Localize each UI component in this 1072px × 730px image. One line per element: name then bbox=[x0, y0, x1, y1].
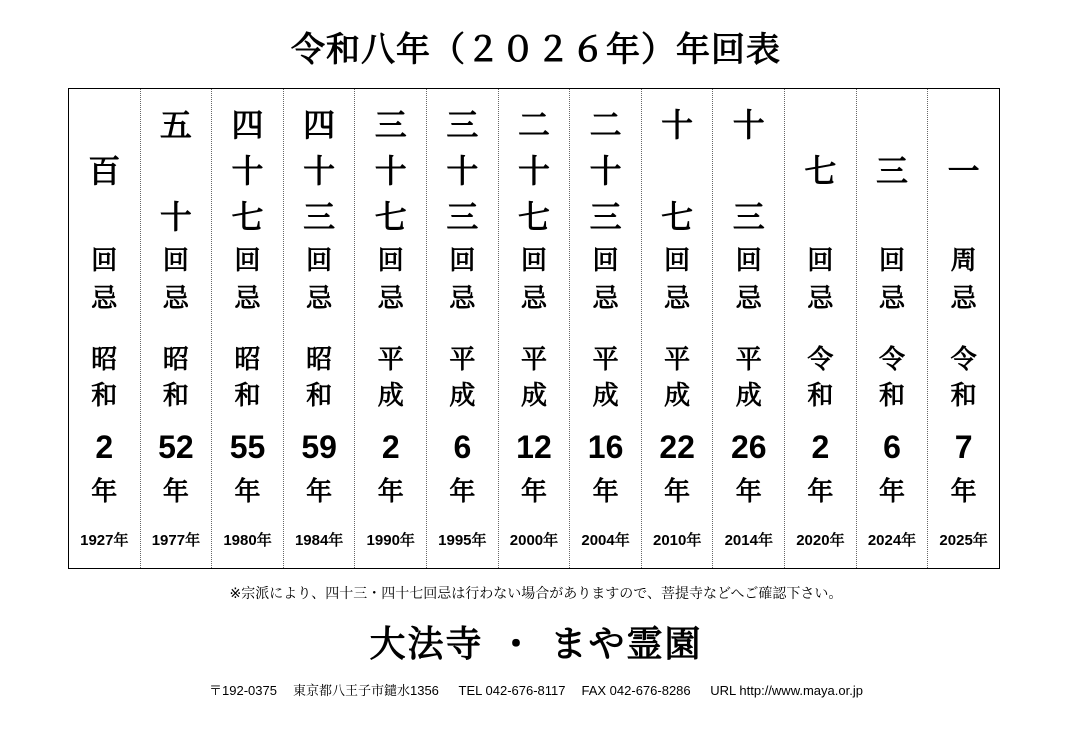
year-suffix: 年 bbox=[162, 477, 189, 507]
era-name-char: 成 bbox=[735, 381, 762, 411]
western-year: 2000年 bbox=[509, 532, 559, 549]
era-year-number: 12 bbox=[516, 429, 552, 465]
year-suffix: 年 bbox=[807, 477, 834, 507]
memorial-count-char: 十 bbox=[661, 106, 694, 144]
memorial-count-char: 三 bbox=[446, 106, 479, 144]
memorial-column bbox=[69, 89, 140, 568]
memorial-kind-char: 忌 bbox=[879, 284, 906, 314]
memorial-count-char: 三 bbox=[446, 198, 479, 236]
year-suffix: 年 bbox=[879, 477, 906, 507]
western-year: 2010年 bbox=[652, 532, 702, 549]
western-year: 1990年 bbox=[366, 532, 415, 549]
era-name-char: 成 bbox=[664, 381, 691, 411]
memorial-column bbox=[140, 89, 212, 568]
era-name-char: 平 bbox=[735, 345, 762, 375]
memorial-kind-char: 忌 bbox=[91, 284, 118, 314]
era-year-number: 55 bbox=[229, 429, 266, 465]
year-suffix: 年 bbox=[306, 477, 333, 507]
era-name-char: 令 bbox=[807, 345, 834, 375]
era-name-char: 平 bbox=[520, 345, 547, 375]
memorial-column bbox=[927, 89, 999, 568]
era-year-number: 26 bbox=[730, 429, 767, 465]
memorial-kind-char: 回 bbox=[520, 246, 547, 276]
memorial-kind-char: 回 bbox=[91, 246, 118, 276]
memorial-count-char: 七 bbox=[517, 198, 550, 236]
era-name-char: 昭 bbox=[162, 345, 189, 375]
page-title: 令和八年（２０２６年）年回表 bbox=[291, 30, 781, 70]
address: 東京都八王子市鑓水1356 bbox=[292, 683, 439, 698]
year-suffix: 年 bbox=[234, 477, 261, 507]
memorial-column bbox=[211, 89, 283, 568]
era-name-char: 成 bbox=[520, 381, 547, 411]
western-year: 2020年 bbox=[796, 532, 845, 549]
memorial-count-char: 十 bbox=[589, 152, 622, 190]
era-name-char: 成 bbox=[377, 381, 404, 411]
era-year-number: 6 bbox=[883, 429, 901, 465]
era-year-number: 22 bbox=[659, 429, 695, 465]
memorial-kind-char: 回 bbox=[306, 246, 333, 276]
memorial-column bbox=[283, 89, 355, 568]
memorial-kind-char: 忌 bbox=[520, 284, 547, 314]
memorial-kind-char: 回 bbox=[234, 246, 261, 276]
era-year-number: 6 bbox=[453, 429, 472, 465]
era-name-char: 昭 bbox=[306, 345, 333, 375]
memorial-count-char: 十 bbox=[159, 198, 192, 236]
year-suffix: 年 bbox=[91, 477, 118, 507]
era-name-char: 和 bbox=[807, 381, 834, 411]
memorial-count-char: 三 bbox=[732, 198, 765, 236]
memorial-count-char: 十 bbox=[446, 152, 479, 190]
memorial-count-char: 十 bbox=[374, 152, 407, 190]
era-name-char: 令 bbox=[879, 345, 906, 375]
year-suffix: 年 bbox=[449, 477, 476, 507]
year-suffix: 年 bbox=[735, 477, 762, 507]
memorial-count-char: 七 bbox=[661, 198, 694, 236]
postal-code: 〒192-0375 bbox=[209, 683, 277, 698]
memorial-kind-char: 忌 bbox=[807, 284, 834, 314]
memorial-column bbox=[498, 89, 570, 568]
memorial-column bbox=[426, 89, 498, 568]
era-year-number: 2 bbox=[811, 429, 830, 465]
memorial-count-char: 四 bbox=[231, 106, 264, 144]
era-name-char: 平 bbox=[449, 345, 476, 375]
era-name-char: 成 bbox=[592, 381, 619, 411]
western-year: 1995年 bbox=[438, 532, 487, 549]
era-name-char: 平 bbox=[592, 345, 619, 375]
memorial-kind-char: 回 bbox=[879, 246, 906, 276]
memorial-count-char: 三 bbox=[374, 106, 407, 144]
era-year-number: 2 bbox=[381, 429, 400, 465]
era-name-char: 和 bbox=[879, 381, 906, 411]
era-name-char: 平 bbox=[377, 345, 404, 375]
memorial-kind-char: 忌 bbox=[234, 284, 261, 314]
memorial-kind-char: 忌 bbox=[162, 284, 189, 314]
fax-number: FAX 042-676-8286 bbox=[581, 683, 691, 698]
era-name-char: 成 bbox=[449, 381, 476, 411]
era-name-char: 和 bbox=[950, 381, 977, 411]
western-year: 1984年 bbox=[294, 532, 344, 549]
memorial-kind-char: 忌 bbox=[950, 284, 977, 314]
memorial-kind-char: 回 bbox=[592, 246, 619, 276]
western-year: 2004年 bbox=[581, 532, 630, 549]
memorial-column bbox=[569, 89, 641, 568]
era-year-number: 59 bbox=[301, 429, 337, 465]
memorial-column bbox=[784, 89, 856, 568]
memorial-count-char: 十 bbox=[231, 152, 264, 190]
memorial-kind-char: 忌 bbox=[735, 284, 762, 314]
website-url[interactable]: URL http://www.maya.or.jp bbox=[710, 683, 863, 698]
memorial-kind-char: 忌 bbox=[664, 284, 691, 314]
era-name-char: 平 bbox=[664, 345, 691, 375]
era-name-char: 昭 bbox=[91, 345, 118, 375]
memorial-count-char: 十 bbox=[732, 106, 765, 144]
memorial-count-char: 三 bbox=[876, 152, 909, 190]
era-year-number: 2 bbox=[95, 429, 114, 465]
memorial-count-char: 七 bbox=[804, 152, 837, 190]
western-year: 1927年 bbox=[80, 532, 129, 549]
sect-note: ※宗派により、四十三・四十七回忌は行わない場合がありますので、菩提寺などへご確認下さい。 bbox=[229, 586, 843, 602]
era-year-number: 16 bbox=[587, 429, 624, 465]
memorial-count-char: 十 bbox=[303, 152, 336, 190]
western-year: 1980年 bbox=[223, 532, 272, 549]
memorial-count-char: 一 bbox=[947, 152, 980, 190]
memorial-count-char: 三 bbox=[303, 198, 336, 236]
memorial-count-char: 二 bbox=[589, 106, 622, 144]
western-year: 2024年 bbox=[867, 532, 917, 549]
memorial-count-char: 七 bbox=[231, 198, 264, 236]
western-year: 1977年 bbox=[151, 532, 201, 549]
memorial-count-char: 七 bbox=[374, 198, 407, 236]
memorial-kind-char: 回 bbox=[807, 246, 834, 276]
contact-footer bbox=[0, 682, 1072, 700]
era-name-char: 昭 bbox=[234, 345, 261, 375]
memorial-count-char: 五 bbox=[159, 106, 192, 144]
memorial-year-table bbox=[68, 88, 1000, 569]
memorial-kind-char: 回 bbox=[735, 246, 762, 276]
memorial-kind-char: 回 bbox=[377, 246, 404, 276]
memorial-column bbox=[641, 89, 713, 568]
year-suffix: 年 bbox=[377, 477, 404, 507]
memorial-kind-char: 回 bbox=[162, 246, 189, 276]
memorial-column bbox=[354, 89, 426, 568]
era-name-char: 和 bbox=[306, 381, 333, 411]
memorial-column bbox=[712, 89, 784, 568]
memorial-kind-char: 忌 bbox=[592, 284, 619, 314]
memorial-count-char: 二 bbox=[517, 106, 550, 144]
memorial-count-char: 百 bbox=[88, 152, 121, 190]
western-year: 2025年 bbox=[939, 532, 988, 549]
memorial-kind-char: 周 bbox=[950, 246, 977, 276]
memorial-count-char: 四 bbox=[303, 106, 336, 144]
memorial-column bbox=[856, 89, 928, 568]
memorial-kind-char: 回 bbox=[664, 246, 691, 276]
memorial-kind-char: 回 bbox=[449, 246, 476, 276]
era-name-char: 和 bbox=[91, 381, 118, 411]
memorial-count-char: 三 bbox=[589, 198, 622, 236]
temple-name: 大法寺 ・ まや霊園 bbox=[369, 624, 703, 665]
memorial-kind-char: 忌 bbox=[377, 284, 404, 314]
year-suffix: 年 bbox=[592, 477, 619, 507]
era-year-number: 7 bbox=[954, 429, 973, 465]
era-name-char: 令 bbox=[950, 345, 977, 375]
memorial-kind-char: 忌 bbox=[306, 284, 333, 314]
era-name-char: 和 bbox=[234, 381, 261, 411]
year-suffix: 年 bbox=[950, 477, 977, 507]
year-suffix: 年 bbox=[520, 477, 547, 507]
western-year: 2014年 bbox=[724, 532, 773, 549]
era-name-char: 和 bbox=[162, 381, 189, 411]
year-suffix: 年 bbox=[664, 477, 691, 507]
memorial-count-char: 十 bbox=[517, 152, 550, 190]
tel-number: TEL 042-676-8117 bbox=[458, 683, 566, 698]
era-year-number: 52 bbox=[158, 429, 194, 465]
memorial-kind-char: 忌 bbox=[449, 284, 476, 314]
